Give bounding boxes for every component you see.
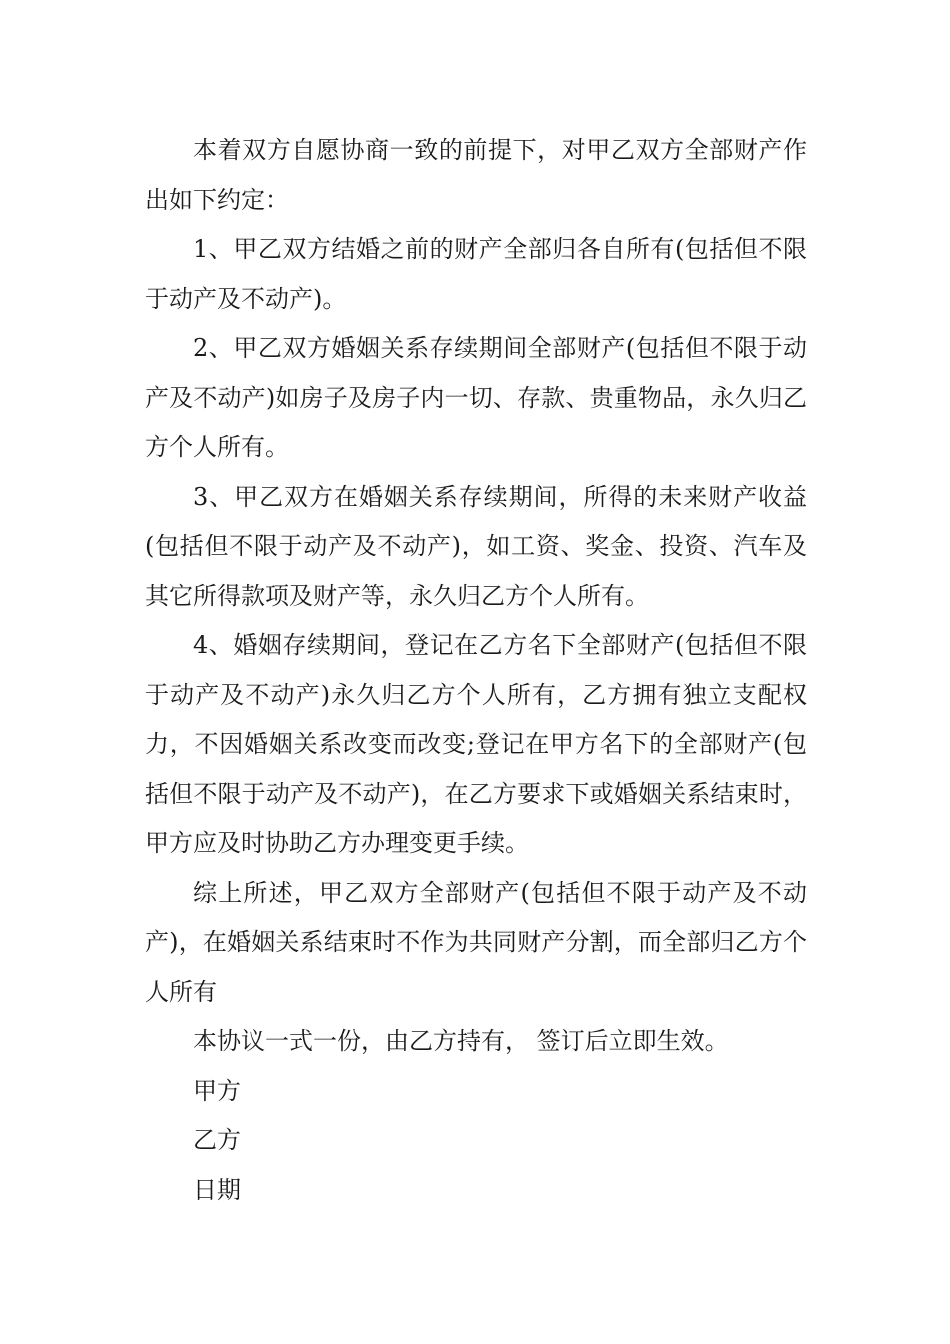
preamble-paragraph: 本着双方自愿协商一致的前提下，对甲乙双方全部财产作出如下约定： (145, 136, 807, 214)
clause-1-paragraph: 1、甲乙双方结婚之前的财产全部归各自所有(包括但不限于动产及不动产)。 (145, 235, 807, 313)
party-a-label: 甲方 (193, 1076, 241, 1105)
summary-paragraph: 综上所述，甲乙双方全部财产(包括但不限于动产及不动产)，在婚姻关系结束时不作为共同财产分割，而全部归乙方个人所有 (145, 878, 807, 1006)
validity-paragraph: 本协议一式一份，由乙方持有， 签订后立即生效。 (193, 1027, 729, 1055)
party-b-label: 乙方 (193, 1126, 241, 1154)
date-label: 日期 (193, 1175, 241, 1204)
clause-2-paragraph: 2、甲乙双方婚姻关系存续期间全部财产(包括但不限于动产及不动产)如房子及房子内一切、存款、贵重物品，永久归乙方个人所有。 (145, 334, 807, 461)
clause-3-paragraph: 3、甲乙双方在婚姻关系存续期间，所得的未来财产收益(包括但不限于动产及不动产)，如工资、奖金、投资、汽车及其它所得款项及财产等，永久归乙方个人所有。 (145, 482, 807, 610)
clause-4-paragraph: 4、婚姻存续期间，登记在乙方名下全部财产(包括但不限于动产及不动产)永久归乙方个人所有，乙方拥有独立支配权力，不因婚姻关系改变而改变;登记在甲方名下的全部财产(包括但不限于动产及不动产)，在乙方要求下或婚姻关系结束时，甲方应及时协助乙方办理变更手续。 (145, 631, 807, 857)
agreement-document (145, 126, 807, 1215)
